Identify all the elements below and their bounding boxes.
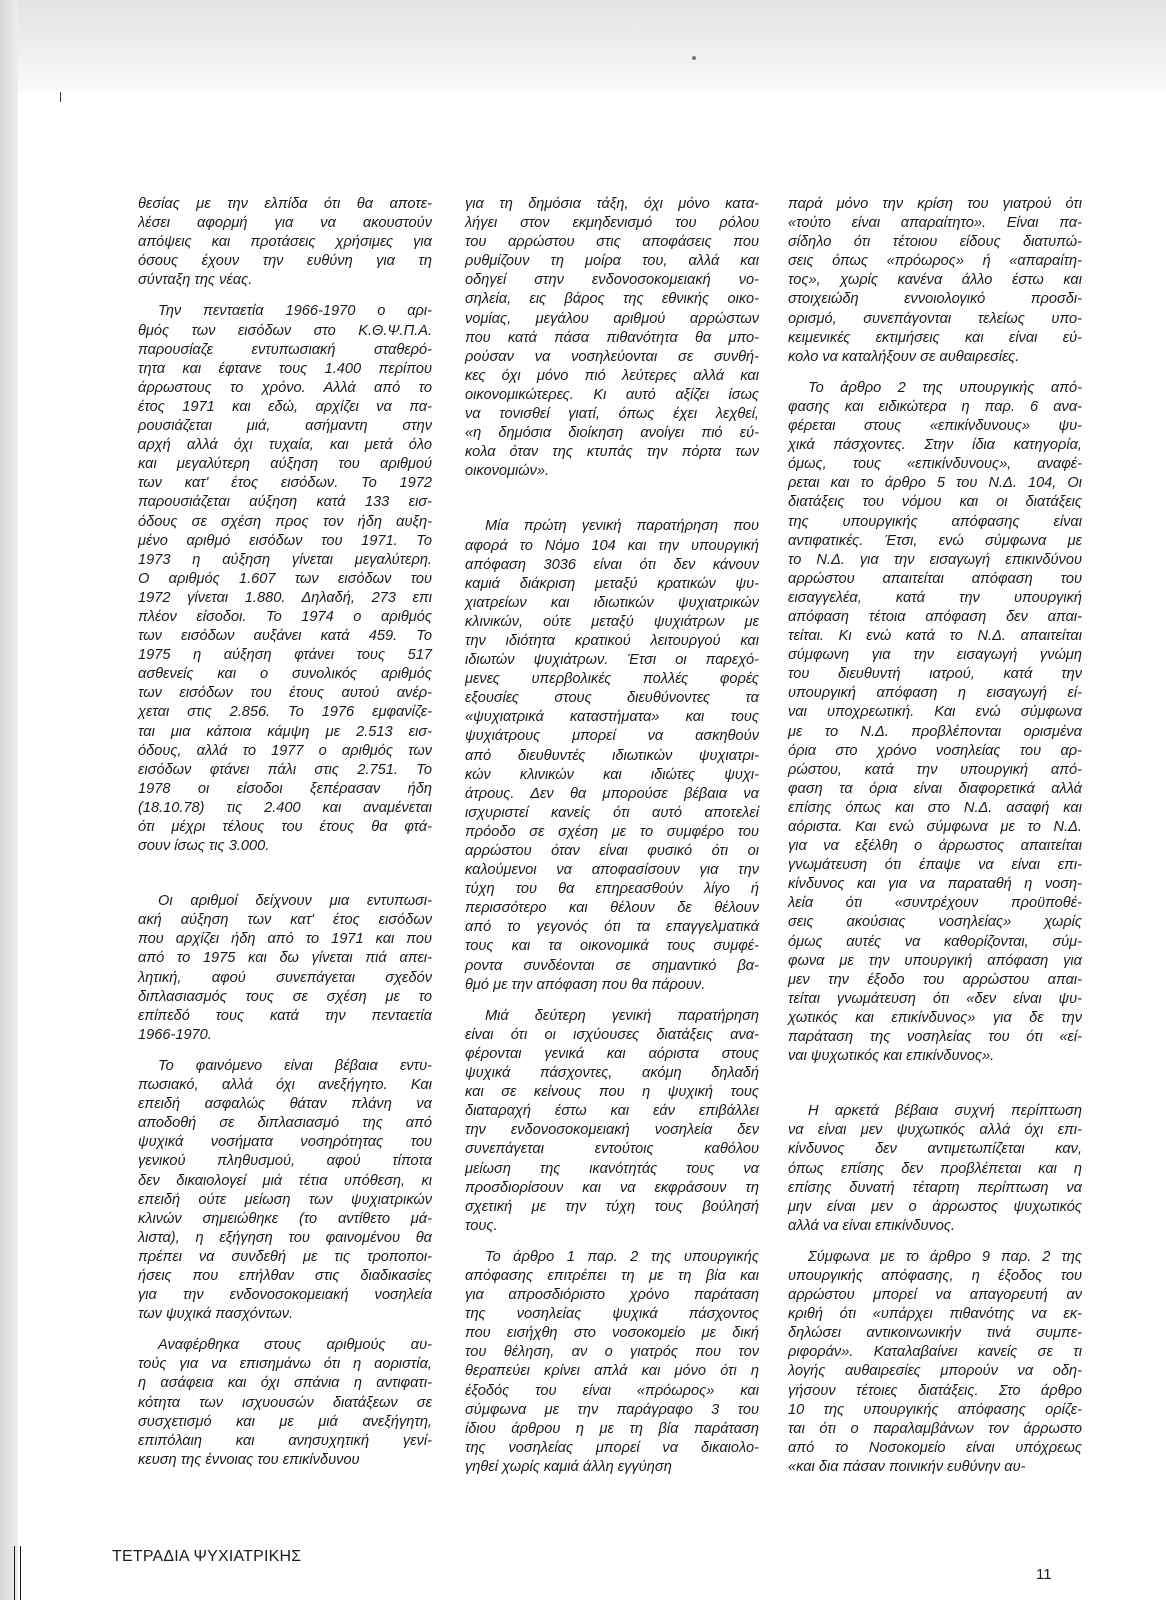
text-line: Οι αριθμοί δείχνουν μια εντυπωσι-: [158, 893, 432, 910]
text-line: ριφοράν». Καταλαβαίνει κανείς σε τι: [788, 1344, 1082, 1361]
text-line: κίνδυνος δεν αντιμετωπίζεται καν,: [788, 1141, 1082, 1158]
text-line: επίπεδό τους κατά την πενταετία: [138, 1007, 432, 1024]
text-line: του διευθυντή ιατρού, κατά την: [788, 666, 1082, 683]
text-line: τος», χωρίς κανένα άλλο έστω και: [788, 272, 1082, 289]
text-line: σύμφωνα με την παράγραφο 3 του: [465, 1401, 759, 1418]
text-line: φασης και ειδικώτερα η παρ. 6 ανα-: [788, 398, 1082, 415]
text-line: δηλώσει αντικοινωνικήν τινά συμπε-: [788, 1325, 1082, 1342]
text-line: πωσιακό, αλλά όχι ανεξήγητο. Και: [138, 1077, 432, 1094]
text-line: προσδιορίσουν και να εκφράσουν τη: [465, 1179, 759, 1196]
text-line: παρά μόνο την κρίση του γιατρού ότι: [788, 196, 1082, 212]
text-line: που εισήχθη στο νοσοκομείο με δική: [465, 1325, 759, 1342]
text-column-3: [788, 195, 1082, 1477]
text-line: για απροσδιόριστο χρόνο παράταση: [465, 1287, 759, 1304]
text-line: τείται γνωμάτευση ότι «δεν είναι ψυ-: [788, 990, 1082, 1007]
text-line: πρόοδο σε σχέση με το συμφέρο του: [465, 823, 759, 840]
text-line: λήγει στον εκμηδενισμό του ρόλου: [465, 215, 759, 232]
text-line: τητα και έφτανε τους 1.400 περίπου: [138, 360, 432, 377]
text-line: μένο αριθμό εισόδων του 1971. Το: [138, 532, 432, 549]
text-line: αλλά να είναι επικίνδυνος.: [788, 1217, 956, 1234]
paragraph: [465, 517, 759, 994]
text-line: Την πενταετία 1966-1970 ο αρι-: [158, 303, 432, 320]
text-line: νομίας, μεγάλου αριθμού αρρώστων: [465, 310, 759, 327]
text-line: σίδηλο ότι τέτοιου είδους διατυπώ-: [788, 234, 1082, 251]
text-line: κολα όταν της κτυπάς την πόρτα των: [465, 444, 759, 461]
text-line: ρεται και το άρθρο 5 του Ν.Δ. 104, Οι: [788, 475, 1082, 492]
text-line: το Ν.Δ. για την εισαγωγή επικινδύνου: [788, 551, 1082, 568]
text-line: 1978 οι είσοδοι ξεπέρασαν ήδη: [138, 780, 432, 797]
text-line: ρούσαν να νοσηλεύονται σε συνθή-: [465, 348, 759, 365]
text-line: του θέληση, αν ο γιατρός που τον: [465, 1344, 759, 1361]
text-line: ψυχιάτρους μπορεί να ασκηθούν: [465, 728, 759, 745]
text-line: οικονομιών».: [465, 463, 550, 480]
paragraph: [465, 1007, 759, 1236]
paragraph: [788, 195, 1082, 367]
text-line: ρουσιάζεται μιά, ασήμαντη στην: [138, 418, 432, 435]
text-line: σεις όπως «πρόωρος» ή «απαραίτη-: [788, 253, 1082, 270]
text-line: φέρεται στους «επικίνδυνους» ψυ-: [788, 418, 1082, 435]
text-line: για την ενδονοσοκομειακή νοσηλεία: [138, 1287, 432, 1304]
text-line: κότητα των ισχυουσών διατάξεων σε: [138, 1394, 432, 1411]
text-line: καλούμενοι να αποφασίσουν για την: [465, 862, 759, 879]
text-line: καμιά διάκριση μεταξύ κρατικών ψυ-: [465, 575, 759, 592]
text-line: των ψυχικά πασχόντων.: [138, 1306, 294, 1323]
text-line: απόφασης επιτρέπει τη με τη βία και: [465, 1267, 759, 1284]
text-line: διατάξεις του νόμου και οι διατάξεις: [788, 494, 1082, 511]
text-line: τους και τα οικονομικά τους συμφέ-: [465, 938, 759, 955]
text-line: «ψυχιατρικά καταστήματα» και τους: [465, 709, 759, 726]
text-line: 1972 γίνεται 1.880. Δηλαδή, 273 επι: [138, 589, 432, 606]
text-line: ται μια κάποια κάμψη με 2.513 εισ-: [138, 723, 432, 740]
text-line: ρυθμίζουν τη μοίρα του, αλλά και: [465, 253, 759, 270]
text-line: λεία ότι «συντρέχουν προϋποθέ-: [788, 895, 1082, 912]
text-line: ισχυριστεί κανείς ότι αυτό αποτελεί: [465, 804, 759, 821]
text-line: λογής αυθαιρεσίες μπορούν να οδη-: [788, 1363, 1082, 1380]
text-line: 1975 η αύξηση φτάνει τους 517: [138, 647, 432, 664]
text-line: της νοσηλείας μπορεί να δικαιολο-: [465, 1439, 759, 1456]
text-line: εισόδων φτάνει πάλι στις 2.751. Το: [138, 761, 432, 778]
text-line: συσχετισμό και με μιά ανεξήγητη,: [138, 1413, 432, 1430]
text-line: κολο να καταλήξουν σε αυθαιρεσίες.: [788, 348, 1020, 365]
text-line: μεν την έξοδο του αρρώστου απαι-: [788, 971, 1082, 988]
text-line: υπουργικής απόφασης, η έξοδος του: [788, 1267, 1082, 1284]
text-line: όδους σε σχέση προς τον ήδη αυξη-: [138, 513, 432, 530]
text-line: από το γεγονός ότι τα επαγγελματικά: [465, 919, 759, 936]
text-line: «η δημόσια διοίκηση ανοίγει πιό εύ-: [465, 425, 759, 442]
text-line: σύνταξη της νέας.: [138, 272, 253, 289]
text-line: «και δια πάσαν ποινικήν ευθύνην αυ-: [788, 1458, 1026, 1475]
text-line: κριθή ότι «υπάρχει πιθανότης να εκ-: [788, 1306, 1082, 1323]
page-number: 11: [1036, 1566, 1052, 1583]
text-line: ιδιωτών ψυχιάτρων. Έτσι οι παρεχό-: [465, 652, 759, 669]
text-line: τείται. Κι ενώ κατά το Ν.Δ. απαιτείται: [788, 628, 1082, 645]
text-line: της υπουργικής απόφασης είναι: [788, 513, 1082, 530]
scan-speck: [692, 56, 696, 60]
text-line: γηθεί χωρίς καμιά άλλη εγγύηση: [465, 1458, 672, 1475]
text-line: άρρωστους το χρόνο. Αλλά από το: [138, 379, 432, 396]
text-line: φέρονται γενικά και αόριστα στους: [465, 1045, 759, 1062]
text-line: ήσεις που επήλθαν στις διαδικασίες: [138, 1267, 432, 1284]
text-line: αόριστα. Και ενώ σύμφωνα με το Ν.Δ.: [788, 819, 1082, 835]
text-line: ασθενείς και ο συνολικός αριθμός: [138, 666, 432, 683]
text-line: 1966-1970.: [138, 1026, 212, 1043]
text-line: από διευθυντές ιδιωτικών ψυχιατρι-: [465, 747, 759, 764]
text-line: ναι ψυχωτικός και επικίνδυνος».: [788, 1048, 995, 1065]
text-line: παράταση της νοσηλείας του ότι «εί-: [788, 1029, 1082, 1046]
text-line: με το Ν.Δ. προβλέπονται ορισμένα: [788, 723, 1082, 740]
text-line: ίδιου άρθρου η με τη βία παράταση: [465, 1420, 759, 1437]
text-line: κίνδυνος και για να παραταθή η νοση-: [788, 876, 1082, 893]
binding-edge-line: [20, 1546, 21, 1600]
text-line: και σε κείνους που η ψυχική τους: [465, 1084, 759, 1101]
text-line: σχετική με την τύχη τους βούλησή: [465, 1198, 759, 1215]
text-line: «τούτο είναι απαραίτητο». Είναι πα-: [788, 215, 1082, 232]
text-line: όμως αυτές να καθορίζονται, σύμ-: [788, 933, 1082, 950]
text-line: των εισόδων αυξάνει κατά 459. Το: [138, 628, 432, 645]
text-line: την ιδιότητα κρατικού λειτουργού και: [465, 632, 759, 649]
paragraph: [138, 195, 432, 290]
text-line: επίσης όπως και στο Ν.Δ. ασαφή και: [788, 799, 1082, 816]
scan-left-shadow: [0, 0, 18, 1600]
text-line: μην είναι μεν ο άρρωστος ψυχωτικός: [788, 1198, 1082, 1215]
text-line: ρώστου, κατά την υπουργική από-: [788, 761, 1082, 778]
text-line: φωνα με την υπουργική απόφαση για: [788, 952, 1082, 969]
text-line: να είναι μεν ψυχωτικός αλλά όχι επι-: [788, 1122, 1082, 1139]
text-line: Η αρκετά βέβαια συχνή περίπτωση: [808, 1103, 1082, 1120]
text-line: Ο αριθμός 1.607 των εισόδων του: [138, 570, 432, 587]
text-line: Αναφέρθηκα στους αριθμούς αυ-: [158, 1337, 432, 1354]
paragraph: [465, 195, 759, 481]
scan-top-shadow: [0, 0, 1166, 92]
text-line: αντιφατικές. Έτσι, ενώ σύμφωνα με: [788, 532, 1082, 549]
text-line: ναι υποχρεωτική. Και ενώ σύμφωνα: [788, 704, 1082, 721]
text-line: επειδή ασφαλώς θάταν πλάνη να: [138, 1096, 432, 1113]
text-line: παρουσίαζε εντυπωσιακή σταθερό-: [138, 341, 432, 358]
text-line: από το Νοσοκομείο είναι υπόχρεως: [788, 1439, 1082, 1456]
text-line: είναι ότι οι ισχύουσες διατάξεις ανα-: [465, 1026, 759, 1043]
text-line: της νοσηλείας ψυχικά πάσχοντος: [465, 1306, 759, 1323]
text-line: που κατά πάσα πιθανότητα θα μπο-: [465, 329, 759, 346]
text-line: αρρώστου μπορεί να απαγορευτή αν: [788, 1287, 1082, 1304]
text-line: την ενδονοσοκομειακή νοσηλεία δεν: [465, 1122, 759, 1139]
text-line: θεραπεύει κρίνει απλά και μόνο ότι η: [465, 1363, 759, 1380]
text-line: παρουσιάζεται αύξηση κατά 133 εισ-: [138, 494, 432, 511]
text-line: πλέον είσοδοι. Το 1974 ο αριθμός: [138, 608, 432, 625]
text-line: που αρχίζει ήδη από το 1971 και που: [138, 931, 432, 948]
text-line: 1973 η αύξηση γίνεται μεγαλύτερη.: [138, 551, 432, 568]
text-line: σηλεία, εις βάρος της εθνικής οικο-: [465, 291, 759, 308]
text-line: για τη δημόσια τάξη, όχι μόνο κατα-: [465, 196, 759, 212]
text-line: εισαγγελέα, κατά την υπουργική: [788, 589, 1082, 606]
text-line: οικονομικώτερες. Κι αυτό αξίζει ίσως: [465, 386, 759, 403]
text-line: γνωμάτευση ότι έπαψε να είναι επι-: [788, 857, 1082, 874]
text-line: χωτικός και επικίνδυνος» για δε την: [788, 1009, 1082, 1026]
text-line: (18.10.78) τις 2.400 και αναμένεται: [138, 799, 432, 816]
text-line: ακή αύξηση των κατ' έτος εισόδων: [138, 912, 432, 929]
text-line: όμως, τους «επικίνδυνους», αναφέ-: [788, 456, 1082, 473]
text-line: τύχη του θα επηρεασθούν λίγο ή: [465, 881, 759, 898]
text-line: όσους έχουν την ευθύνη για τη: [138, 253, 432, 270]
text-line: 10 της υπουργικής απόφασης ορίζε-: [788, 1401, 1082, 1418]
journal-title: ΤΕΤΡΑΔΙΑ ΨΥΧΙΑΤΡΙΚΗΣ: [112, 1548, 302, 1565]
text-line: γήσουν τέτοιες διατάξεις. Στο άρθρο: [788, 1382, 1082, 1399]
text-line: των εισόδων του έτους αυτού ανέρ-: [138, 685, 432, 702]
text-line: σουν ίσως τις 3.000.: [138, 838, 270, 855]
text-line: αφορά το Νόμο 104 και την υπουργική: [465, 537, 759, 554]
text-line: τους.: [465, 1217, 498, 1234]
text-column-1: [138, 195, 432, 1470]
text-line: φαση τα όρια είναι διαφορετικά αλλά: [788, 780, 1082, 797]
text-line: σεις ακούσιας νοσηλείας» χωρίς: [788, 914, 1082, 931]
text-line: κειμενικές εκτιμήσεις και είναι εύ-: [788, 329, 1082, 346]
text-line: χικά πάσχοντες. Στην ίδια κατηγορία,: [788, 437, 1082, 454]
text-line: άτρους. Δεν θα μπορούσε βέβαια να: [465, 785, 759, 802]
paragraph: [138, 302, 432, 856]
text-line: αρχή αλλά όχι τυχαία, και μετά όλο: [138, 437, 432, 454]
text-line: για να εξέλθη ο άρρωστος απαιτείται: [788, 838, 1082, 855]
text-line: θμός των εισόδων στο Κ.Θ.Ψ.Π.Α.: [138, 322, 432, 339]
paragraph: [788, 1102, 1082, 1236]
text-line: απόψεις και προτάσεις χρήσιμες για: [138, 234, 432, 251]
text-line: τούς για να επισημάνω ότι η αοριστία,: [138, 1356, 432, 1373]
text-line: κλινών σημειώθηκε (το αντίθετο μά-: [138, 1210, 432, 1227]
text-line: ορισμό, συνεπάγονται τελείως υπο-: [788, 310, 1082, 327]
text-line: κών κλινικών και ιδιώτες ψυχι-: [465, 766, 759, 783]
paragraph: [788, 379, 1082, 1066]
text-line: η ασάφεια και όχι σπάνια η αντιφατι-: [138, 1375, 432, 1392]
text-line: μενες υπερβολικές πολλές φορές: [465, 671, 759, 688]
text-line: ροντα συνδέονται σε σημαντικό βα-: [465, 957, 759, 974]
text-line: ψυχικά πάσχοντες, ακόμη δηλαδή: [465, 1065, 759, 1082]
text-line: αρρώστου όταν είναι φυσικό ότι οι: [465, 843, 759, 859]
text-line: να τονισθεί γιατί, όπως έχει λεχθεί,: [465, 406, 759, 423]
text-line: χεται στις 2.856. Το 1976 εμφανίζε-: [138, 704, 432, 721]
text-line: ψυχικά νοσήματα νοσηρότητας του: [138, 1134, 432, 1151]
text-line: από το 1975 και δω γίνεται πιά απει-: [138, 950, 432, 967]
paragraph: [138, 1336, 432, 1470]
text-line: ότι μέχρι τέλους του έτους θα φτά-: [138, 819, 432, 835]
paragraph: [138, 1057, 432, 1324]
text-line: Σύμφωνα με το άρθρο 9 παρ. 2 της: [808, 1248, 1082, 1265]
text-line: όρια στο χρόνο νοσηλείας του αρ-: [788, 742, 1082, 759]
text-line: αρρώστου απαιτείται απόφαση του: [788, 570, 1082, 587]
text-line: όδους, αλλά το 1977 ο αριθμός των: [138, 742, 432, 759]
text-line: όπως επίσης δεν προβλέπεται και η: [788, 1160, 1082, 1177]
text-line: χιατρείων και ιδιωτικών ψυχιατρικών: [465, 594, 759, 611]
text-line: επίσης δυνατή τέταρτη περίπτωση να: [788, 1179, 1082, 1196]
text-line: ται ότι ο παραλαμβάνων τον άρρωστο: [788, 1420, 1082, 1437]
text-line: και μεγαλύτερη αύξηση του αριθμού: [138, 456, 432, 473]
text-line: απόφαση 3036 είναι ότι δεν κάνουν: [465, 556, 759, 573]
text-line: του αρρώστου στις αποφάσεις που: [465, 234, 759, 251]
paragraph: [788, 1248, 1082, 1477]
text-line: πρέπει να συνδεθή με τις τροποποι-: [138, 1248, 432, 1265]
text-line: εξουσίες στους διευθύνοντες τα: [465, 690, 759, 707]
paragraph: [465, 1248, 759, 1477]
text-line: απόφαση τέτοια απόφαση δεν απαι-: [788, 608, 1082, 625]
binding-edge-line: [14, 1546, 15, 1600]
text-line: Το φαινόμενο είναι βέβαια εντυ-: [158, 1057, 432, 1074]
text-line: θμό με την απόφαση που θα πάρουν.: [465, 976, 706, 993]
text-line: δεν δικαιολογεί μιά τέτια υπόθεση, κι: [138, 1172, 432, 1189]
text-line: θεσίας με την ελπίδα ότι θα αποτε-: [138, 196, 432, 212]
text-line: των κατ' έτος εισόδων. Το 1972: [138, 475, 432, 492]
text-column-2: [465, 195, 759, 1477]
text-line: διπλασιασμός τους σε σχέση με το: [138, 988, 432, 1005]
text-line: οδηγεί στην ενδονοσοκομειακή νο-: [465, 272, 759, 289]
text-line: περισσότερο και θέλουν δε θέλουν: [465, 900, 759, 917]
text-line: έτος 1971 και εδώ, αρχίζει να πα-: [138, 398, 432, 415]
text-line: λιστα), η εξήγηση του φαινομένου θα: [138, 1229, 432, 1246]
text-line: επιπόλαιη και ανησυχητική γενί-: [138, 1432, 432, 1449]
text-line: γενικού πληθυσμού, αφού τίποτα: [138, 1153, 432, 1170]
text-line: Μία πρώτη γενική παρατήρηση που: [485, 518, 759, 535]
text-line: λητική, αφού συνεπάγεται σχεδόν: [138, 969, 432, 986]
text-line: κευση της έννοιας του επικίνδυνου: [138, 1451, 360, 1468]
text-line: στοιχειώδη εννοιολογικό προσδι-: [788, 291, 1082, 308]
text-line: κες όχι μόνο πιό λεύτερες αλλά και: [465, 367, 759, 384]
text-line: επειδή ούτε μείωση των ψυχιατρικών: [138, 1191, 432, 1208]
text-line: Μιά δεύτερη γενική παρατήρηση: [485, 1007, 759, 1024]
text-line: συνεπάγεται εντούτοις καθόλου: [465, 1141, 759, 1158]
text-line: σύμφωνη για την εισαγωγή γνώμη: [788, 647, 1082, 664]
text-line: αποδοθή σε διπλασιασμό της από: [138, 1115, 432, 1132]
text-line: έξοδός του είναι «πρόωρος» και: [465, 1382, 759, 1399]
text-line: Το άρθρο 1 παρ. 2 της υπουργικής: [485, 1248, 759, 1265]
text-line: διαταραχή έστω και εάν επιβάλλει: [465, 1103, 759, 1120]
text-line: λέσει αφορμή για να ακουστούν: [138, 215, 432, 232]
crop-mark: [60, 92, 61, 102]
text-line: κλινικών, ούτε μεταξύ ψυχιάτρων με: [465, 613, 759, 630]
text-line: Το άρθρο 2 της υπουργικής από-: [808, 379, 1082, 396]
text-line: υπουργική απόφαση η εισαγωγή εί-: [788, 685, 1082, 702]
paragraph: [138, 892, 432, 1045]
text-line: μείωση της ικανότητάς τους να: [465, 1160, 759, 1177]
